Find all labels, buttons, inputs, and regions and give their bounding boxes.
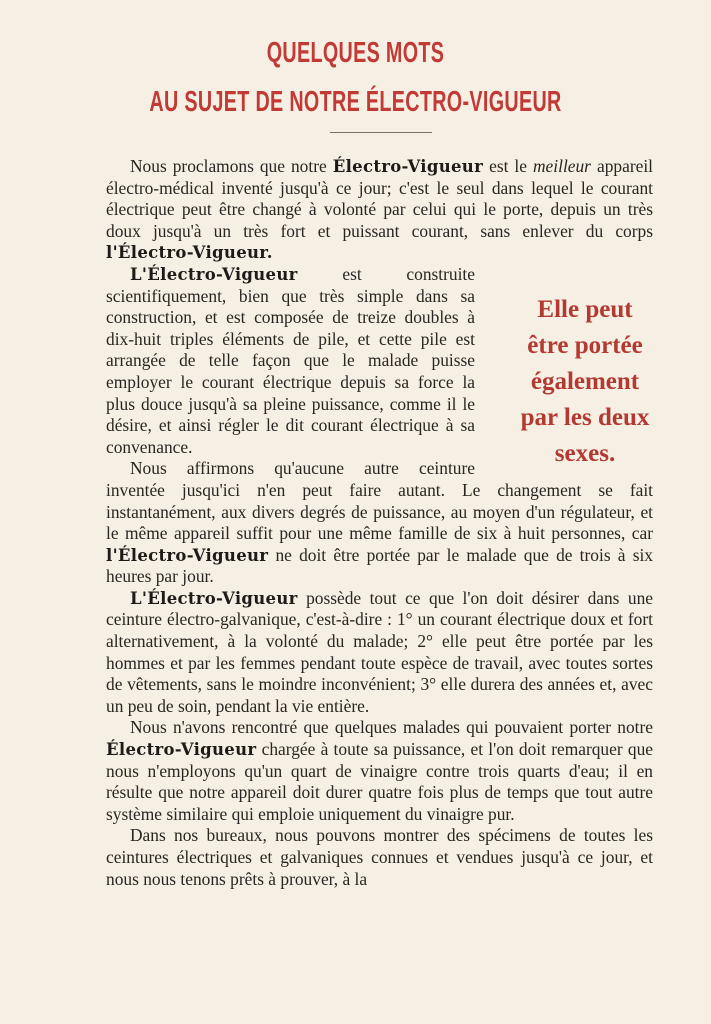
paragraph-6 — [106, 825, 653, 890]
paragraph-1 — [106, 156, 653, 264]
brand-name: L'Électro-Vigueur — [130, 588, 298, 608]
p4-text: possède tout ce que l'on doit désirer dans une ceinture électro-galvanique, c'est-à-dire : 1° un courant électrique doux et fort alternativement, à la volonté du malade; 2° elle peut être portée par les hommes et par les femmes pendant toute espèce de travail, avec toutes sortes de vêtements, sans le moindre inconvénient; 3° elle durera des années et, avec un peu de soin, pendant la vie entière. — [106, 587, 653, 716]
p1-text-b: est le — [489, 156, 527, 176]
p5-text-b: chargée à toute sa puissance, et l'on doit remarquer que nous n'employons qu'un quart de vinaigre contre trois quarts d'eau; il en résulte que notre appareil doit durer quatre fois plus de temps que tout autre système similaire qui emploie uniquement du vinaigre pur. — [106, 739, 653, 824]
emphasis-word: meilleur — [533, 156, 591, 176]
article-body — [106, 156, 653, 890]
paragraph-4 — [106, 588, 653, 718]
p6-text: Dans nos bureaux, nous pouvons montrer des spécimens de toutes les ceintures électriques et galvaniques connues et vendues jusqu'à ce jour, et nous nous tenons prêts à prouver, à la — [106, 825, 653, 889]
sidebar-callout — [493, 292, 653, 472]
sidebar-line: par les deux — [520, 403, 650, 431]
paragraph-2 — [106, 263, 653, 467]
brand-name: Électro-Vigueur — [106, 740, 257, 760]
p5-text-a: Nous n'avons rencontré que quelques malades qui pouvaient porter notre — [130, 717, 653, 738]
sidebar-line: Elle peut — [537, 295, 633, 323]
p3-text-a: Nous affirmons qu'aucune autre ceinture inventée jusqu'ici n'en peut faire autant. Le changement se fait instantanément, aux divers degrés de puissance, au moyen d'un régulateur, et le même appareil suffit pour une même famille de six à huit personnes, car — [106, 458, 653, 544]
brand-name: L'Électro-Vigueur — [130, 264, 298, 284]
sidebar-line: être portée — [527, 331, 643, 359]
sidebar-line: également — [530, 367, 640, 395]
title-rule — [330, 132, 432, 133]
heading-line-2: AU SUJET DE NOTRE ÉLECTRO-VIGUEUR — [149, 86, 562, 118]
heading-line-1: QUELQUES MOTS — [266, 37, 445, 69]
paragraph-5 — [106, 717, 653, 825]
p2-text: est construite scientifiquement, bien que très simple dans sa construction, et est composée de treize doubles à dix-huit triples éléments de pile, et cette pile est arrangée de telle façon que le malade puisse employer le courant électrique depuis sa force la plus douce jusqu'à sa pleine puissance, comme il le désire, et ainsi régler le dit courant électrique à sa convenance. — [106, 263, 475, 457]
brand-name: Électro-Vigueur — [332, 157, 484, 176]
p1-text-a: Nous proclamons que notre — [130, 156, 327, 176]
brand-name: l'Électro-Vigueur. — [106, 243, 273, 263]
brand-name: l'Électro-Vigueur — [106, 545, 269, 565]
p3-text-b: ne doit être portée par le malade que de trois à six heures par jour. — [106, 544, 653, 587]
sidebar-line: sexes. — [554, 439, 616, 467]
paragraph-3 — [106, 458, 653, 588]
p1-text-c: appareil électro-médical inventé jusqu'à ce jour; c'est le seul dans lequel le courant électrique peut être changé à volonté par celui qui le porte, depuis un très doux jusqu'à un très fort et puissant courant, sans enlever du corps — [106, 156, 653, 241]
